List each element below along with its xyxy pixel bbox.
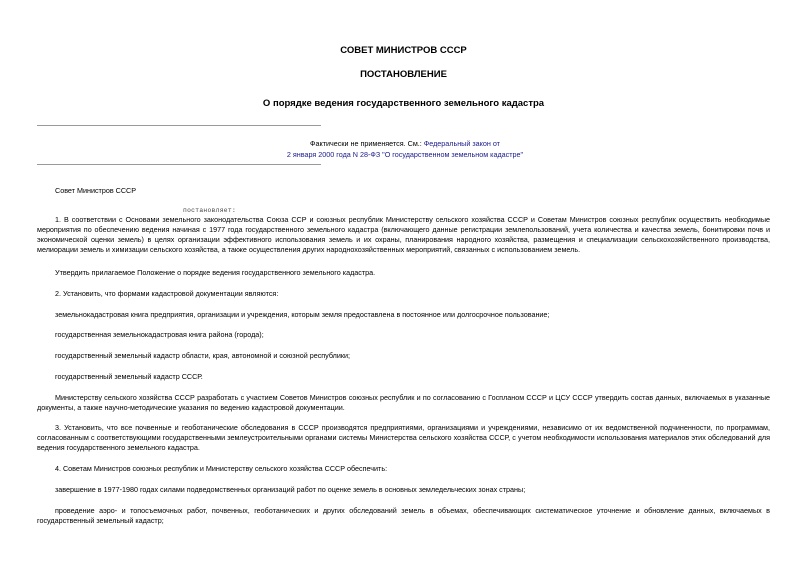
paragraph-3: 3. Установить, что все почвенные и геоботанические обследования в СССР производятся предприятиями, организациями и учреждениями, независимо от их ведомственной подчиненности, по программам, согласованным с соответствующими государственными землеустроительными органами системы Министерства сельского хозяйства СССР, с учетом необходимости использования материалов этих обследований для ведения государственного земельного кадастра. <box>37 423 770 452</box>
status-note-line2 <box>240 149 570 160</box>
council-line: Совет Министров СССР <box>55 186 137 195</box>
list-item-enterprise-book: земельнокадастровая книга предприятия, организации и учреждения, которым земля предоставлена в постоянное или долгосрочное пользование; <box>55 310 550 319</box>
paragraph-1: 1. В соответствии с Основами земельного законодательства Союза ССР и союзных республик Министерству сельского хозяйства СССР и Советам Министров союзных республик осуществить необходимые мероприятия по обеспечению ведения начиная с 1977 года государственного земельного кадастра (включающего данные регистрации землепользований, учета количества и качества земель, бонитировки почв и экономической оценки земель) в целях организации эффективного использования земель и их охраны, планирования народного хозяйства, размещения и специализации сельскохозяйственного производства, мелиорации земель и химизации сельского хозяйства, а также осуществления других народнохозяйственных мероприятий, связанных с использованием земель. <box>37 215 770 254</box>
paragraph-2: 2. Установить, что формами кадастровой документации являются: <box>55 289 279 298</box>
list-item-district-book: государственная земельнокадастровая книга района (города); <box>55 330 264 339</box>
issuer-title: СОВЕТ МИНИСТРОВ СССР <box>340 45 467 56</box>
list-item-regional-cadastre: государственный земельный кадастр области, края, автономной и союзной республики; <box>55 351 351 360</box>
paragraph-4: 4. Советам Министров союзных республик и Министерству сельского хозяйства СССР обеспечить: <box>55 464 388 473</box>
federal-law-link-continued[interactable]: 2 января 2000 года N 28-ФЗ "О государственном земельном кадастре" <box>286 150 524 159</box>
list-item-evaluation: завершение в 1977-1980 годах силами подведомственных организаций работ по оценке земель в основных земледельческих зонах страны; <box>55 485 526 494</box>
list-item-surveys: проведение аэро- и топосъемочных работ, почвенных, геоботанических и других обследований земель в объемах, обеспечивающих систематическое уточнение и обновление данных, включаемых в государственный земельный кадастр; <box>37 506 770 525</box>
list-item-ussr-cadastre: государственный земельный кадастр СССР. <box>55 372 203 381</box>
divider-top <box>37 125 321 126</box>
status-note-text: Фактически не применяется. См.: <box>310 139 424 148</box>
paragraph-ministry-develop: Министерству сельского хозяйства СССР разработать с участием Советов Министров союзных республик и по согласованию с Госпланом СССР и ЦСУ СССР утвердить состав данных, включаемых в указанные документы, а также научно-методические указания по ведению кадастровой документации. <box>37 393 770 412</box>
federal-law-link[interactable]: Федеральный закон от <box>423 139 500 148</box>
paragraph-approve: Утвердить прилагаемое Положение о порядке ведения государственного земельного кадастра. <box>55 268 376 277</box>
decrees-word: постановляет: <box>183 207 237 214</box>
document-type-title: ПОСТАНОВЛЕНИЕ <box>360 69 447 80</box>
document-subject-title: О порядке ведения государственного земельного кадастра <box>262 98 545 109</box>
divider-bottom <box>37 164 321 165</box>
status-note-line1 <box>240 138 570 149</box>
